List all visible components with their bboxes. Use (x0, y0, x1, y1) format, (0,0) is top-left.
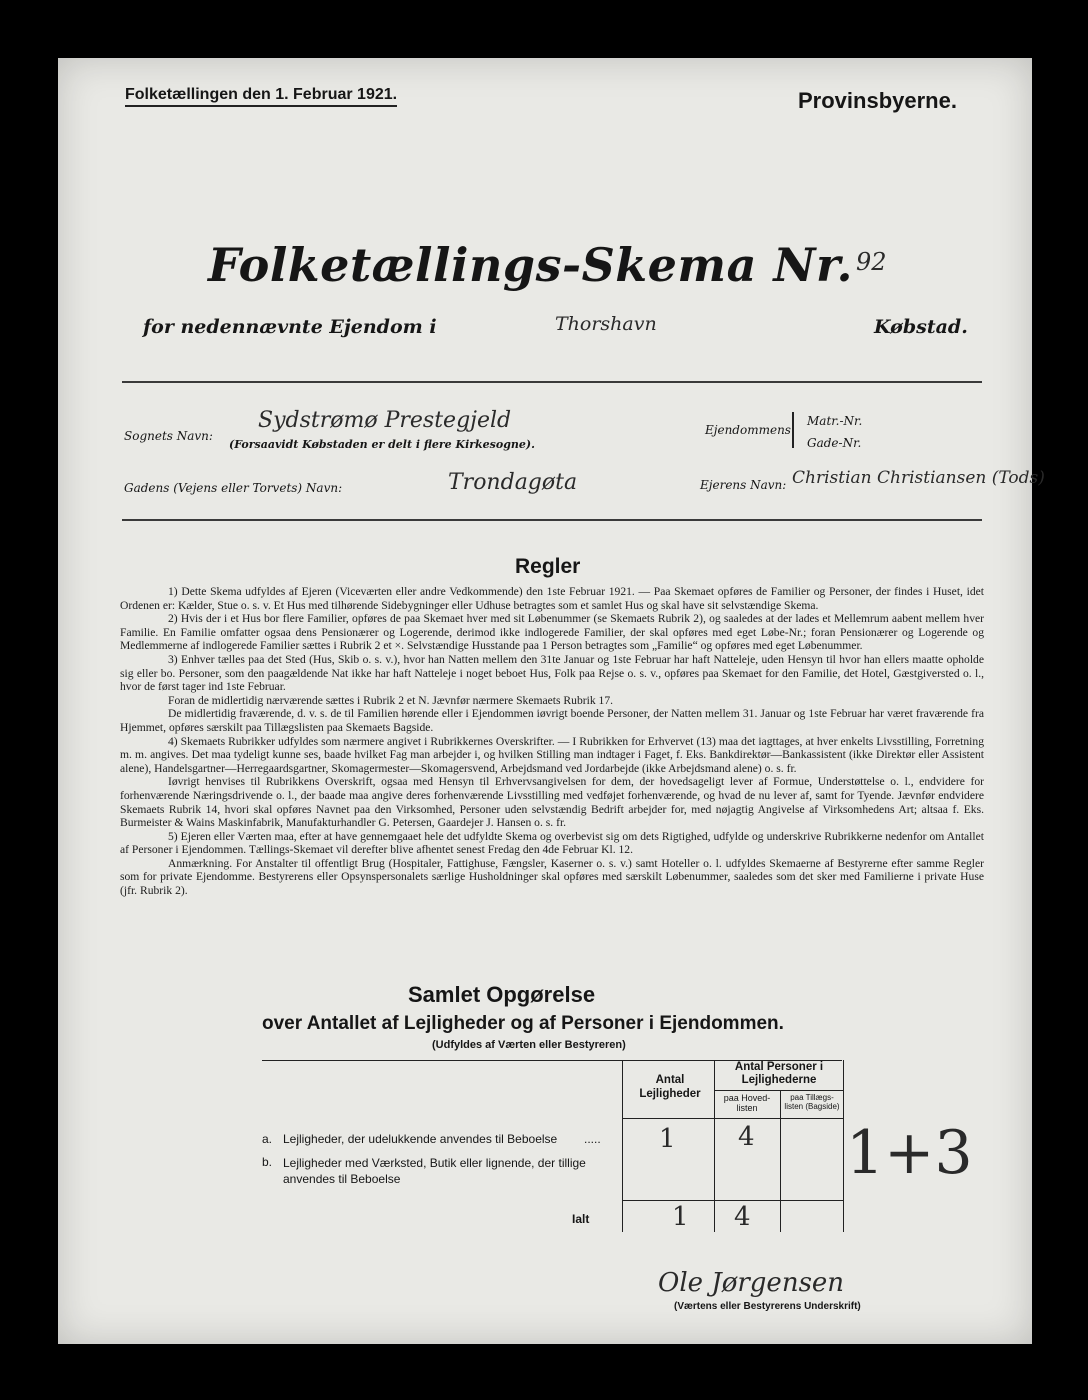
row-a-label: Lejligheder, der udelukkende anvendes til Beboelse (283, 1132, 558, 1146)
rule-paragraph: Foran de midlertidig nærværende sættes i Rubrik 2 et N. Jævnfør nærmere Skemaets Rubrik 17. (168, 693, 614, 707)
col-supplement-header: paa Tillægs-listen (Bagside) (784, 1093, 840, 1111)
parish-label: Sognets Navn: (124, 429, 213, 443)
summary-heading: Samlet Opgørelse (408, 982, 596, 1007)
row-a-main: 4 (738, 1122, 755, 1152)
gade-label: Gade-Nr. (807, 436, 862, 450)
matr-label: Matr.-Nr. (807, 414, 863, 428)
summary-note: (Udfyldes af Værten eller Bestyreren) (432, 1039, 626, 1051)
table-header-rule (622, 1118, 843, 1119)
rule-paragraph: 2) Hvis der i et Hus bor flere Familier, opføres de paa Skemaet hver med sit Løbenummer (se Skemaets Rubrik 2), og saaledes at der lades et Mellemrum aabent mellem hver Familie. En Familie omfatter ogsaa dens Pensionærer og Logerende, derimod ikke indlogerede Familier, der skal opføres med eget Løbe-Nr.; foran Pensionærer og Logerende og Medlemmerne af indlogerede Familier sættes i Rubrik 2 et ×. Selvstændige Husstande paa 1 Person betragtes som „Familie“ og opføres med eget Løbenummer. (120, 612, 984, 653)
census-title: Folketællingen den 1. Februar 1921. (125, 86, 397, 107)
street-value: Trondagøta (448, 470, 578, 495)
table-col-divider (714, 1060, 715, 1232)
total-label: Ialt (572, 1212, 590, 1226)
col-persons-header: Antal Personer i Lejlighederne (734, 1061, 824, 1086)
parish-value: Sydstrømø Prestegjeld (258, 408, 512, 433)
rule-paragraph: Anmærkning. For Anstalter til offentligt Brug (Hospitaler, Fattighuse, Fængsler, Kaserner o. s. v.) samt Hoteller o. l. udfyldes Skemaerne af Bestyrerne efter samme Regler som for private Ejendomme. Bestyrerens eller Opsynspersonalets særlige Husholdninger skal opføres med særskilt Løbenummer, saaledes som det sker med Familierne i private Huse (jfr. Rubrik 2). (120, 856, 984, 898)
rule-paragraph: Iøvrigt henvises til Rubrikkens Overskrift, ogsaa med Hensyn til Erhvervsangivelsen for dem, der hovedsageligt lever af Formue, Understøttelse o. l., endvidere for forhenværende Næringsdrivende o. l., der baade maa angive deres forhenværende Livsstilling med vedføjet forhenværende, og hvad de nu lever af, samt for Tyende. Jævnfør endvidere Skemaets Rubrik 14, hvori skal opføres Navnet paa den Virksomhed, Personer uden selvstændig Bedrift arbejder for, med nøjagtig Angivelse af Virksomhedens Art; altsaa f. Eks. Burmeister & Wains Maskinfabrik, Manufakturhandler G. Petersen, Gaardejer J. Hansen o. s. fr. (120, 775, 984, 830)
row-a-apartments: 1 (659, 1124, 676, 1154)
owner-value: Christian Christiansen (Tods) (792, 468, 1045, 488)
property-label: Ejendommens (705, 423, 791, 437)
town-name: Thorshavn (555, 313, 657, 335)
summary-subheading: over Antallet af Lejligheder og af Personer i Ejendommen. (262, 1013, 784, 1034)
parish-note: (Forsaavidt Købstaden er delt i flere Kirkesogne). (229, 438, 535, 451)
rule-paragraph: 1) Dette Skema udfyldes af Ejeren (Viceværten eller andre Vedkommende) den 1ste Februar 1921. — Paa Skemaet opføres de Familier og Personer, der findes i Huset, idet Ordenen er: Kælder, Stue o. s. v. Et Hus med tilhørende Sidebygninger eller Udhuse betragtes som et samlet Hus og skal have sit selvstændige Skema. (120, 585, 984, 612)
table-col-divider (622, 1060, 623, 1232)
rules-heading: Regler (515, 555, 581, 578)
rule-paragraph: 4) Skemaets Rubrikker udfyldes som nærmere angivet i Rubrikkernes Overskrifter. — I Rubrikken for Erhvervet (13) maa det iagttages, at hver enkelts Livsstilling, Forretning m. m. angives. Det maa tydeligt kunne ses, baade hvilket Fag man arbejder i, og hvilken Stilling man indtager i Faget, f. Eks. Bankdirektør—Bankassistent (ikke Direktør eller Assistent alene), Handelsgartner—Herregaardsgartner, Skomagermester—Skomagersvend, Arbejdsmand ved Jordarbejde (ikke Arbejdsmand alene) o. s. fr. (120, 734, 984, 775)
total-apartments: 1 (672, 1202, 689, 1232)
form-number: 92 (856, 248, 887, 276)
property-suffix: Købstad. (874, 316, 968, 338)
total-main: 4 (734, 1202, 751, 1232)
table-col-divider (843, 1060, 844, 1232)
col-apartments-header: Antal Lejligheder (639, 1074, 701, 1100)
region-label: Provinsbyerne. (798, 88, 957, 113)
signature-caption: (Værtens eller Bestyrerens Underskrift) (674, 1301, 861, 1312)
table-group-rule (714, 1090, 843, 1091)
divider-top (122, 381, 982, 383)
table-total-rule (622, 1200, 843, 1201)
row-a-letter: a. (262, 1132, 273, 1146)
row-a-leader: ..... (584, 1132, 601, 1146)
margin-note: 1+3 (846, 1118, 973, 1188)
property-prefix: for nedennævnte Ejendom i (143, 316, 437, 338)
row-b-label: Lejligheder med Værksted, Butik eller lignende, der tillige anvendes til Beboelse (283, 1156, 586, 1186)
rule-paragraph: 3) Enhver tælles paa det Sted (Hus, Skib o. s. v.), hvor han Natten mellem den 31te Januar og 1ste Februar har haft Natteleje, uden Hensyn til hvor han ellers maatte opholde sig eller bo. Personer, som den paagældende Nat ikke har haft Natteleje i noget beboet Hus, Folk paa Rejse o. s. v., opføres paa Skemaet for den Familie, det Hotel, Gæstgiversted o. l., hvor de først tager ind 1ste Februar. (120, 652, 984, 694)
street-label: Gadens (Vejens eller Torvets) Navn: (124, 481, 343, 495)
col-main-list-header: paa Hoved-listen (723, 1093, 771, 1113)
host-signature: Ole Jørgensen (658, 1268, 845, 1298)
rule-paragraph: 5) Ejeren eller Værten maa, efter at have gennemgaaet hele det udfyldte Skema og overbevist sig om dets Rigtighed, udfylde og underskrive Rubrikkerne nedenfor om Antallet af Personer i Ejendommen. Tællings-Skemaet vil derefter blive afhentet senest Fredag den 4de Februar Kl. 12. (120, 829, 984, 857)
row-b-letter: b. (262, 1155, 273, 1169)
rules-text (120, 585, 984, 898)
owner-label: Ejerens Navn: (700, 478, 787, 492)
divider-fields (122, 519, 982, 521)
table-col-divider (780, 1090, 781, 1232)
form-title: Folketællings-Skema Nr. (208, 238, 853, 292)
rule-paragraph: De midlertidig fraværende, d. v. s. de til Familien hørende eller i Ejendommen iøvrigt boende Personer, der Natten mellem 31. Januar og 1ste Februar har været fraværende fra Hjemmet, opføres særskilt paa Tillægslisten paa Skemaets Bagside. (120, 707, 984, 734)
property-bracket (792, 412, 794, 448)
